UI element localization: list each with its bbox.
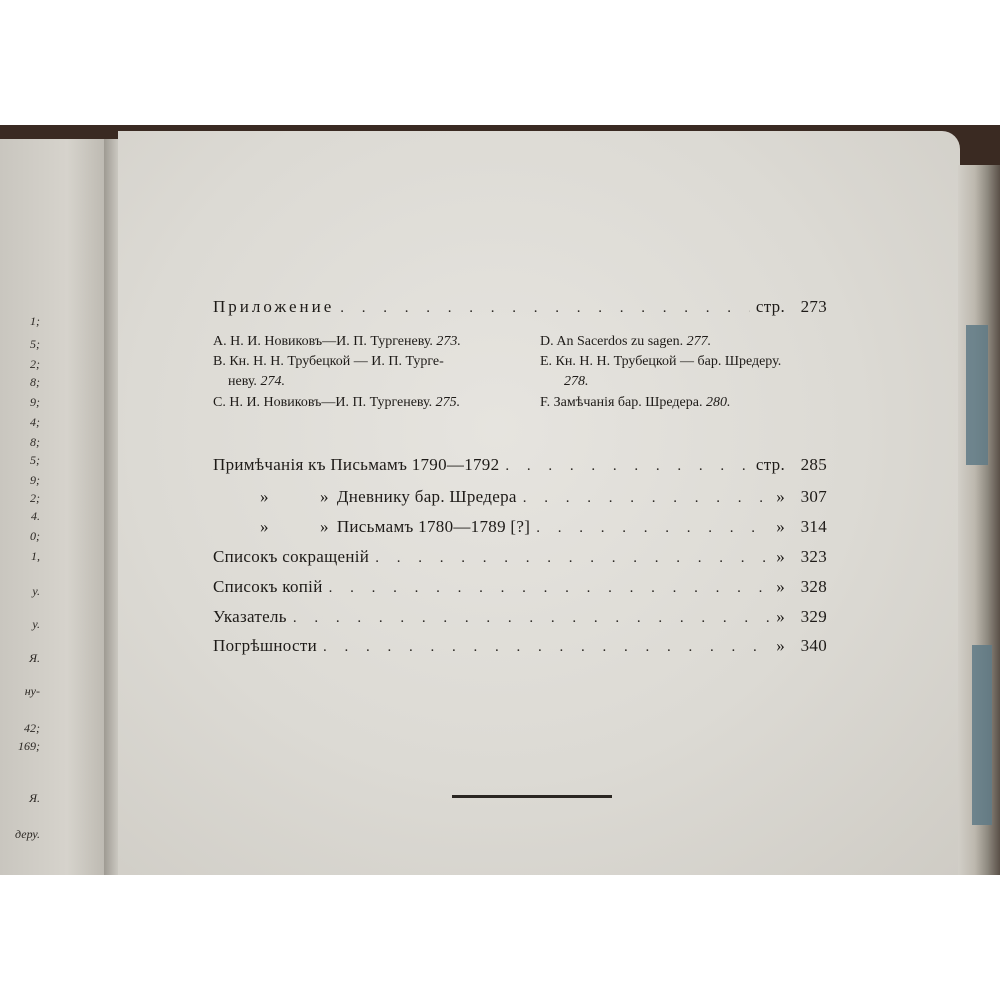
page-number: 323 (800, 547, 827, 566)
notes-title: Примѣчанія къ Письмамъ 1790—1792 (213, 455, 500, 474)
appendix-item (564, 374, 589, 390)
page-number: 329 (800, 607, 827, 626)
left-page-fragment: 4. (31, 509, 40, 523)
left-page-fragment: 8; (30, 375, 40, 389)
appendix-item-text: E. Кн. Н. Н. Трубецкой — бар. Шредеру. (540, 354, 782, 369)
left-page-fragment: 1; (30, 314, 40, 328)
appendix-title: Приложение (213, 297, 335, 316)
appendix-item (213, 395, 460, 411)
appendix-item (540, 354, 781, 370)
left-page-fragment: 1, (31, 549, 40, 563)
entry-label: Списокъ сокращеній (213, 547, 370, 566)
page-number: 328 (800, 577, 827, 596)
left-page-fragment: 4; (30, 415, 40, 429)
left-page-fragment: 9; (30, 395, 40, 409)
entry-label: Указатель (213, 607, 287, 626)
toc-row-notes-sub (260, 517, 827, 537)
left-page-fragment: 5; (30, 453, 40, 467)
ditto-mark: » (776, 547, 785, 566)
left-page-fragment: 9; (30, 473, 40, 487)
appendix-item-text: F. Замѣчанія бар. Шредера. (540, 395, 703, 410)
appendix-item-page: 277. (686, 334, 712, 349)
page-prefix: стр. (755, 297, 785, 316)
page-number: 307 (800, 487, 827, 506)
page-number: 314 (800, 517, 827, 536)
notes-sub-label: Письмамъ 1780—1789 [?] (336, 517, 531, 536)
ditto-mark: » (776, 487, 785, 506)
notes-sub-label: Дневнику бар. Шредера (336, 487, 517, 506)
appendix-item-page: 278. (564, 374, 589, 389)
ditto-mark: » (776, 577, 785, 596)
appendix-item (213, 354, 444, 370)
toc-row-notes-sub (260, 487, 827, 507)
toc-row-entry (213, 607, 827, 627)
page-number: 285 (800, 455, 827, 474)
ditto-mark: » (776, 636, 785, 655)
left-page-fragment: у. (32, 617, 40, 631)
left-page-fragment: 2; (30, 357, 40, 371)
leader-dots (293, 610, 770, 627)
toc-row-notes (213, 455, 827, 475)
entry-label: Списокъ копій (213, 577, 323, 596)
appendix-item-page: 273. (436, 334, 461, 349)
leader-dots (523, 490, 770, 507)
leader-dots (375, 550, 770, 567)
ditto-mark: » (776, 607, 785, 626)
left-page-fragment: 169; (18, 739, 40, 753)
closing-rule (452, 795, 612, 798)
left-page-fragment: ну- (24, 684, 40, 698)
appendix-item-text: неву. (228, 374, 257, 389)
toc-row-entry (213, 547, 827, 567)
entry-label: Погрѣшности (213, 636, 317, 655)
left-page-fragment: 0; (30, 529, 40, 543)
page-number: 273 (800, 297, 827, 316)
appendix-item-text: B. Кн. Н. Н. Трубецкой — И. П. Турге- (213, 354, 444, 369)
toc-row-appendix (213, 297, 827, 317)
appendix-item-text: C. Н. И. Новиковъ—И. П. Тургеневу. (213, 395, 433, 410)
ditto-mark: » (260, 487, 269, 506)
appendix-item (540, 395, 730, 411)
appendix-item-text: D. An Sacerdos zu sagen. (540, 334, 684, 349)
ditto-mark: » (320, 517, 329, 536)
left-page-fragment: деру. (15, 827, 40, 841)
left-page-fragment: у. (32, 584, 40, 598)
leader-dots (340, 300, 750, 317)
leader-dots (323, 639, 770, 656)
ditto-mark: » (320, 487, 329, 506)
left-page-fragment: 2; (30, 491, 40, 505)
ditto-mark: » (776, 517, 785, 536)
appendix-item (540, 334, 711, 350)
appendix-item-page: 280. (705, 395, 731, 410)
left-page-fragment: Я. (29, 651, 40, 665)
left-page-fragment: 5; (30, 337, 40, 351)
page-prefix: стр. (755, 455, 785, 474)
ditto-mark: » (260, 517, 269, 536)
appendix-item-page: 274. (260, 374, 285, 389)
toc-row-entry (213, 577, 827, 597)
left-page-fragment: Я. (29, 791, 40, 805)
appendix-item (213, 334, 461, 350)
toc-row-entry (213, 636, 827, 656)
leader-dots (329, 580, 771, 597)
leader-dots (536, 520, 770, 537)
appendix-item-text: A. Н. И. Новиковъ—И. П. Тургеневу. (213, 334, 433, 349)
left-page-fragment: 42; (24, 721, 40, 735)
leader-dots (505, 458, 749, 475)
left-page-fragment: 8; (30, 435, 40, 449)
appendix-item-page: 275. (435, 395, 461, 410)
page-number: 340 (800, 636, 827, 655)
appendix-item (228, 374, 285, 390)
